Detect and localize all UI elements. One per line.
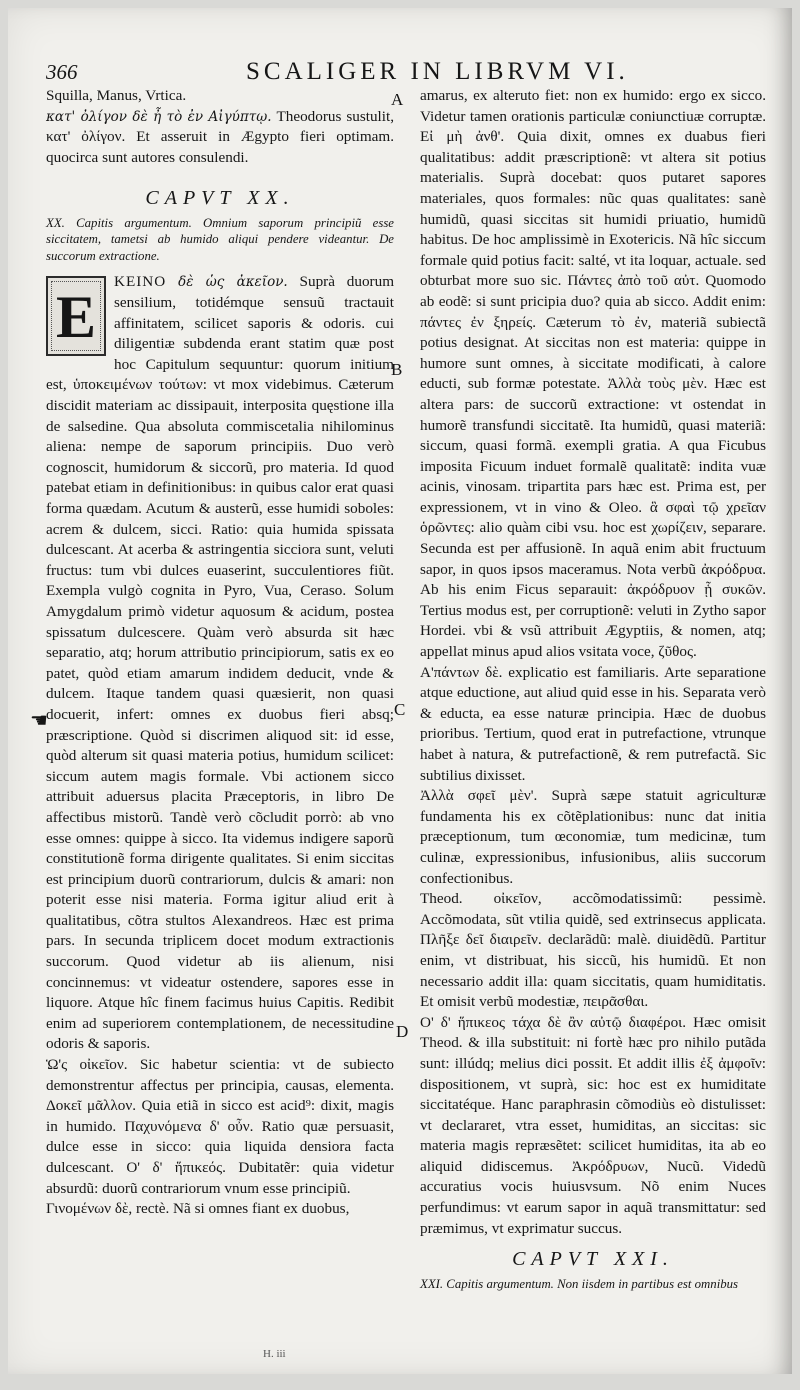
left-column	[46, 86, 394, 1220]
signature-mark: H. iii	[263, 1348, 286, 1360]
left-paragraph-1	[46, 272, 394, 1055]
decorated-initial	[46, 276, 106, 356]
chapter-argument-xx: XX. Capitis argumentum. Omnium saporum principiũ esse siccitatem, tametsi ab humido aliqui pendere videantur. De succorum extractione.	[46, 215, 394, 263]
left-paragraph-2: Ὡ'ς οἰκεῖον. Sic habetur scientia: vt de subiecto demonstrentur affectus per principia, causas, elementa. Δοκεῖ μᾶλλον. Quia etiã in sicco est acid⁹: dixit, magis in humido. Παχυνόμενα δ' οὖν. Ratio quæ persuasit, dulce esse in sicco: quia liquida densiora facta dulcescant. Ο' δ' ἥπικεός. Dubitatẽr: quia videtur absurdũ: duorũ contrariorum vnum esse principiũ.	[46, 1056, 394, 1197]
intro-greek: κατ' ὀλίγον δὲ ἦ τὸ ἐν Αἰγύπτῳ.	[46, 108, 272, 125]
initial-letter: E	[55, 284, 97, 351]
page-number: 366	[46, 60, 78, 84]
pointing-hand-icon: ☚	[30, 710, 48, 732]
intro-line-1: Squilla, Manus, Vrtica.	[46, 87, 187, 104]
paragraph-1-text: Suprà duorum sensilium, totidémque sensuũ tractauit affinitatem, scilicet saporis & odoris. cui diligentiæ subdenda erant statim quæ post hoc Capitulum sequuntur: quorum initium est, ὑποκειμένων τούτων: vt mox videbimus. Cæterum discidit materiam ac dissipauit, interposita quęstione illa de salsedine. Qua absoluta commiscetalia nihilominus aliena: nempe de saporum principiis. Duo verò cognoscit, humidorum & siccorũ, pro materia. Id quod patebat etiam in definitionibus: in quibus calor erat quasi forma quædam. Acutum & austerũ, esse humidi soboles: acrem & dulcem, sicci. Ratio: quia humida spissata dulcescant. At acerba & astringentia sicciora sunt, veluti fructus: tum vbi dulces euaserint, succulentiores fiũt. Exempla vulgò cognita in Pyro, Vua, Ceraso. Solum Amygdalum primò videtur aquosum & acidum, postea spissatum dulcescere. Quàm verò absurda sit hæc separatio, atq; horum attributio principiorum, satis ex eo patet, quòd etiam amarum indidem deducit, vnde & dulcem. Itaque tandem quasi quæsierit, non quasi docuerit, infert: omnes ex duobus fieri absq; præscriptione. Quòd si discrimen aliquod sit: id esse, quòd alterum sit quasi materia potius, humidum scilicet: siccum autem magis formale. Vbi actionem sicco attribuit aduersus placita Præceptoris, in libro De affectibus mistorũ. Tandè verò cõcludit porrò: ab vno esse omnes: quippe à sicco. Ita videmus indigere saporũ constitutionẽ forma dirigente qualitates. Si enim siccitas est principium duorũ contrariorum, dulcis & amari: non poterit esse nisi materia. Forma igitur aliud erit à qualitatibus, cõtra stultos Alexandreos. Hæc est prima pars. In secunda triplicem docet modum extractionis succorum. Quod videtur ab iis alienum, nisi concinnemus: vt videatur ostendere, sapores esse in liquore. Atque hîc finem facimus huius Capitis. Redibit enim ad superiorem contemplationem, de necessitudine odoris & saporis.	[46, 273, 394, 1053]
right-paragraph-4: Theod. οἰκεῖον, accõmodatissimũ: pessimè. Accõmodata, sũt vtilia quidẽ, sed extrinsecus applicata. Πλῆξε δεῖ διαιρεῖν. declarãdũ: malè. diuidẽdũ. Partitur enim, vt distribuat, his siccũ, his humidũ. Et non necessario addit illa: quam siccitatis, quam humiditatis. Et omisit verbũ modestiæ, πειρᾶσθαι.	[420, 890, 766, 1011]
book-page	[8, 8, 792, 1374]
initial-rest: ΚΕΙΝΟ	[114, 273, 167, 291]
lead-greek: δὲ ὡς ἀκεῖον.	[178, 274, 288, 291]
right-paragraph-2: Α'πάντων δὲ. explicatio est familiaris. Arte separatione atque eductione, aut aliud quid esse in his. Separata verò & educta, ea esse naturæ principia. Hæc de duobus prioribus. Tertium, quod erat in putrefactione, vtrunque habet à natura, & putrefactionẽ, & rem putrefactã. Sic subtilius dixisset.	[420, 663, 766, 784]
intro-line-2	[46, 107, 394, 169]
right-paragraph-3: Ἀλλὰ σφεῖ μὲν'. Suprà sæpe statuit agriculturæ fundamenta his ex cõtẽplationibus: nunc dat initia præceptionum, tum œconomiæ, tum medicinæ, tum culinæ, expressionibus, infusionibus, aliis succorum confectionibus.	[420, 787, 766, 887]
chapter-argument-xxi: XXI. Capitis argumentum. Non iisdem in partibus est omnibus	[420, 1276, 739, 1291]
margin-letter-d: D	[396, 1022, 409, 1041]
chapter-body	[46, 272, 394, 1219]
margin-letter-c: C	[394, 700, 406, 719]
intro-line-3: Theodorus sustulit, κατ' ὀλίγον. Et asseruit in Ægypto fieri optimam. quocirca sunt autores consulendi.	[46, 107, 395, 166]
margin-letter-b: B	[391, 360, 403, 379]
chapter-title-xxi: CAPVT XXI.	[512, 1248, 674, 1271]
running-head	[36, 58, 776, 88]
right-paragraph-1: amarus, ex alteruto fiet: non ex humido: ergo ex sicco. Videtur tamen orationis particulæ coniunctiuæ corruptæ. Εἰ μὴ ἀνθ'. Quia dixit, omnes ex duabus fieri qualitatibus: addit præscriptionẽ: vt altera sit potius materialis. Suprà docebat: quos putaret sapores materiales, quos formales: nũc quas qualitates: sanè humidũ, quasi siccitas sit humidi priuatio, humidũ habitus. De hoc amplissimè in Exotericis. Nã hîc siccum formale quid potius facit: salté, vt ita loquar, actuale. sed obturbat more suo sic. Πάντες ἀπὸ τοῦ αὐτ. Quomodo ab eodẽ: si sunt pricipia duo? quia ab sicco. Addit enim: πάντες ἐν ξηρείς. Cæterum τὸ ἐν, materiã subiectã potius designat. At siccitas non est materia: quippe in humore sunt omnes, à siccitate modificati, à calore educti, sub formæ potestate. Ἀλλὰ τοὺς μὲν. Hæc est altera pars: de succorũ extractione: vt ostendat in humorẽ transfundi siccitatẽ. Ita humidũ, quasi materiã: siccum, quasi formã. exempli gratia. A qua Ficubus imposita Ficuum induet formalẽ qualitatẽ: indita vuæ acinis, vinosam. tripartita pars hæc est. Prima est, per expressionem, vt in vino & Oleo. ἃ σφαὶ τῷ χρεῖαν ὁρῶντες: alio quàm cibi vsu. hoc est χωρίζειν, separare. Secunda est per affusionẽ. In aquã enim abit fructuum sapor, in quos ipsos maceramus. Nota verbũ ἀκρόδρυα. Ab his enim Ficus separauit: ἀκρόδρυον ᾗ συκῶν. Tertius modus est, per corruptionẽ: veluti in Zytho sapor Hordei. vbi & vsũ attribuit Ægyptiis, & nomen, atq; appellat minus apud alios vsitata voce, ζῦθος.	[420, 87, 766, 661]
right-column	[420, 86, 766, 1300]
running-title: SCALIGER IN LIBRVM VI.	[246, 58, 629, 85]
left-last-line: Γινομένων δὲ, rectè. Nã si omnes fiant ex duobus,	[46, 1200, 350, 1218]
margin-letter-a: A	[391, 90, 404, 109]
right-paragraph-5: Ο' δ' ἥπικεος τάχα δὲ ἂν αὐτῷ διαφέροι. Hæc omisit Theod. & illa substituit: ni fortè hæc pro nihilo putãda sunt: illúdq; melius dici possit. Et addit illis ἐξ ἀμφοῖν: dispositionem, vt suprà, sic: hoc est ex humiditate siccitatéque. Hanc paraphrasin cõmodiùs eò distulisset: vt declararet, vtra esset, humiditas, an siccitas: sic materia magis repræsẽtet: scilicet humiditas, ita ab eo aliquid didiscemus. Ἀκρόδρυων, Nucũ. Videdũ accuratius vocis huiusvsum. Nõ enim Nuces perfundimus: vt earum sapor in aquã transmittatur: sed præmimus, vt exprimatur succus.	[420, 1013, 766, 1237]
chapter-title-xx: CAPVT XX.	[145, 187, 295, 210]
